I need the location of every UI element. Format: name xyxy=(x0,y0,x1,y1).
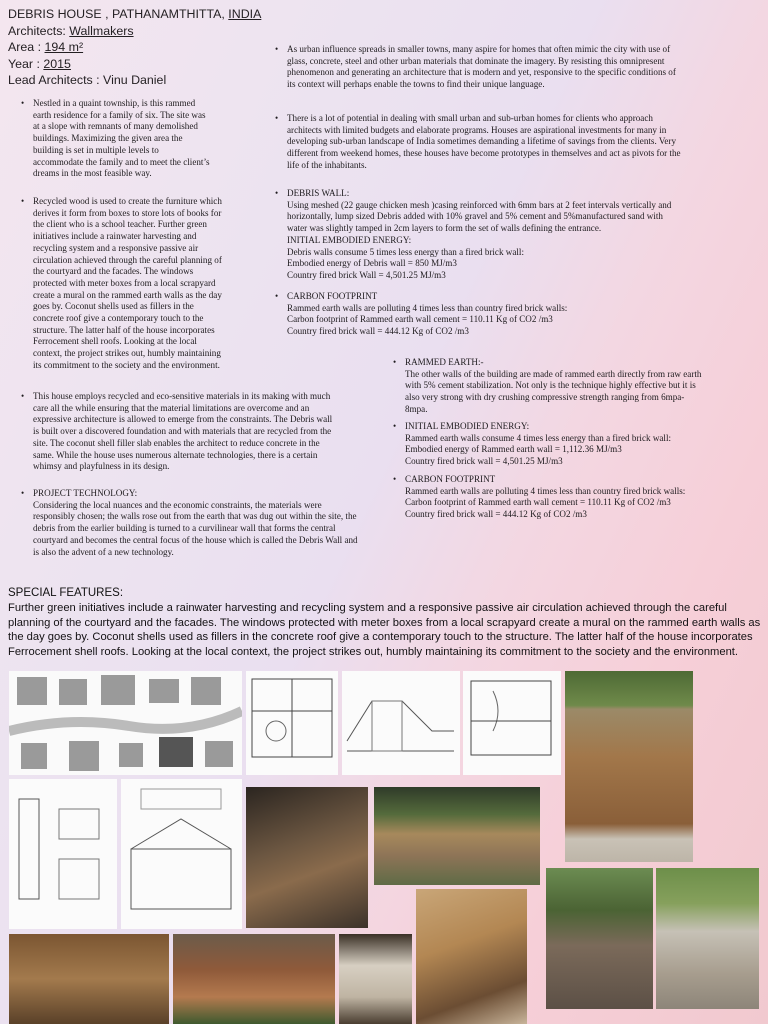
text-line: Country fired brick wall = 4,501.25 MJ/m3 xyxy=(405,456,563,467)
text-line: 8mpa. xyxy=(405,403,428,414)
country-link[interactable]: INDIA xyxy=(228,7,262,21)
text-line: RAMMED EARTH:- xyxy=(405,357,484,367)
text-line: Carbon footprint of Rammed earth wall cement = 110.11 Kg of CO2 /m3 xyxy=(405,497,671,508)
left-paragraph-2 xyxy=(21,196,222,372)
text-line: responsibly chosen; the walls rose out from the earth that was dug out within the site, the xyxy=(33,511,357,522)
rammed-carbon-footprint-section xyxy=(393,474,686,521)
right-paragraph-2 xyxy=(275,113,681,172)
text-line: debris from the earlier building is turned to a curvilinear wall that forms the central xyxy=(33,523,336,534)
project-header xyxy=(8,6,270,89)
curved-roof-photo xyxy=(416,889,527,1024)
text-line: Nestled in a quaint township, is this rammed xyxy=(33,98,196,108)
special-features-title: SPECIAL FEATURES: xyxy=(8,587,124,599)
interior-corridor-photo xyxy=(339,934,412,1024)
elevation-drawing xyxy=(121,779,242,929)
text-line: As urban influence spreads in smaller towns, many aspire for homes that often mimic the city with use of xyxy=(287,44,671,54)
text-line: context, the project strikes out, humbly maintaining xyxy=(33,348,221,359)
site-construction-photo xyxy=(546,868,653,1009)
text-line: its context will perhaps enable the towns to find their unique language. xyxy=(287,79,545,90)
text-line: accommodate the family and to meet the client’s xyxy=(33,156,210,167)
text-line: Rammed earth walls consume 4 times less energy than a fired brick wall: xyxy=(405,432,672,443)
text-line: PROJECT TECHNOLOGY: xyxy=(33,488,138,498)
bullet-icon: • xyxy=(275,44,279,54)
text-line: This house employs recycled and eco-sensitive materials in its making with much xyxy=(33,391,331,401)
text-line: same. While the house uses numerous alternate technologies, there is a certain xyxy=(33,449,318,460)
bullet-icon: • xyxy=(21,98,25,108)
text-line: Country fired brick wall = 444.12 Kg of CO2 /m3 xyxy=(405,509,587,520)
debris-wall-construction-photo xyxy=(565,671,693,862)
text-line: earth residence for a family of six. The site was xyxy=(33,109,206,120)
staircase-photo xyxy=(246,787,368,928)
debris-carbon-footprint-section xyxy=(275,291,568,338)
text-line: water was slightly tamped in 2cm layers to form the set of walls defining the entrance. xyxy=(287,223,602,234)
text-line: CARBON FOOTPRINT xyxy=(405,474,496,484)
bullet-icon: • xyxy=(21,196,25,206)
bullet-icon: • xyxy=(275,113,279,123)
year-link[interactable]: 2015 xyxy=(43,56,71,71)
text-line: Carbon footprint of Rammed earth wall cement = 110.11 Kg of CO2 /m3 xyxy=(287,314,553,325)
text-line: INITIAL EMBODIED ENERGY: xyxy=(405,421,530,431)
text-line: Rammed earth walls are polluting 4 times less than country fired brick walls: xyxy=(405,485,686,496)
text-line: life of the inhabitants. xyxy=(287,159,367,170)
special-features-text xyxy=(8,601,761,659)
area-link[interactable]: 194 m² xyxy=(44,40,84,54)
bullet-icon: • xyxy=(21,488,25,498)
bullet-icon: • xyxy=(275,291,279,301)
text-line: concrete roof give a contemporary touch to the xyxy=(33,313,204,324)
text-line: DEBRIS WALL: xyxy=(287,188,350,198)
section-drawing xyxy=(342,671,460,775)
debris-brick-photo xyxy=(173,934,335,1024)
text-line: Rammed earth walls are polluting 4 times less than country fired brick walls: xyxy=(287,302,568,313)
text-line: CARBON FOOTPRINT xyxy=(287,291,378,301)
text-line: structure. The latter half of the house incorporates xyxy=(33,324,215,335)
text-line: circulation achieved through the careful planning of xyxy=(33,254,222,265)
text-line: the client who is a school teacher. Further green xyxy=(33,219,207,230)
text-line: care all the while ensuring that the material limitations are overcome and an xyxy=(33,402,310,413)
text-line: The other walls of the building are made of rammed earth directly from raw earth xyxy=(405,368,702,379)
text-line: its commitment to the society and the environment. xyxy=(33,359,220,370)
text-line: There is a lot of potential in dealing with small urban and sub-urban homes for clients who approach xyxy=(287,113,653,123)
text-line: buildings. Maximizing the given area the xyxy=(33,133,183,144)
bullet-icon: • xyxy=(393,474,397,484)
text-line: developing sub-urban landscape of India sometimes demanding a lifetime of savings from the clients. Very xyxy=(287,136,676,147)
text-line: create a mural on the rammed earth walls as the day xyxy=(33,289,222,300)
text-line: Ferrocement shell roofs. Looking at the local xyxy=(33,336,197,347)
site-plan-drawing xyxy=(9,671,242,775)
bullet-icon: • xyxy=(21,391,25,401)
text-line: INITIAL EMBODIED ENERGY: xyxy=(287,234,412,245)
text-line: goes by. Coconut shells used as fillers in the xyxy=(33,301,194,312)
project-title: DEBRIS HOUSE , PATHANAMTHITTA, INDIA xyxy=(8,7,262,21)
architects-link[interactable]: Wallmakers xyxy=(69,23,134,38)
interior-wall-photo xyxy=(9,934,169,1024)
text-line: Further green initiatives include a rainwater harvesting and recycling system and a responsive passive air circulation achieved through the careful xyxy=(8,602,727,614)
text-line: protected with meter boxes from a local scrapyard xyxy=(33,277,216,288)
text-line: glass, concrete, steel and other urban materials that dominate the imagery. By resisting this omnipresent xyxy=(287,55,665,66)
bullet-icon: • xyxy=(393,357,397,367)
text-line: whimsy and playfulness in its design. xyxy=(33,461,170,472)
first-floor-plan xyxy=(463,671,561,775)
text-line: dreams in the most feasible way. xyxy=(33,168,152,179)
text-line: different from weekend homes, these houses have become prototypes in themselves and act as pivots for the xyxy=(287,148,681,159)
text-line: the day goes by. Coconut shells used as fillers in the concrete roof give a contemporary touch to the structure. The latter half of the house incorporates xyxy=(8,631,753,644)
text-line: Using meshed (22 gauge chicken mesh )casing reinforced with 6mm bars at 2 feet intervals vertically and xyxy=(287,199,672,210)
text-line: Debris walls consume 5 times less energy than a fired brick wall: xyxy=(287,246,524,257)
area-line: Area : 194 m² xyxy=(8,40,84,54)
text-line: Country fired brick wall = 444.12 Kg of CO2 /m3 xyxy=(287,326,469,337)
left-paragraph-1 xyxy=(21,98,210,180)
text-line: Country fired brick Wall = 4,501.25 MJ/m3 xyxy=(287,269,446,280)
text-line: horizontally, lump sized Debris added with 10% gravel and 5% cement and 5%manufactured sand with xyxy=(287,211,663,222)
text-line: is also the advent of a new technology. xyxy=(33,546,174,557)
text-line: building is set in multiple levels to xyxy=(33,144,159,155)
ground-floor-plan xyxy=(246,671,338,775)
project-technology-section xyxy=(21,488,358,558)
architects-line: Architects: Wallmakers xyxy=(8,23,134,38)
text-line: courtyard and becomes the central focus of the house which is called the Debris Wall and xyxy=(33,534,358,545)
text-line: derives it form from boxes to store lots of books for xyxy=(33,207,222,218)
rammed-earth-section xyxy=(393,357,702,416)
right-paragraph-1 xyxy=(275,44,676,91)
text-line: the courtyard and the facades. The windows xyxy=(33,266,194,277)
rammed-energy-section xyxy=(393,421,672,468)
wall-detail-drawing xyxy=(9,779,117,929)
text-line: Embodied energy of Rammed earth wall = 1,112.36 MJ/m3 xyxy=(405,444,622,455)
text-line: Recycled wood is used to create the furniture which xyxy=(33,196,222,206)
bullet-icon: • xyxy=(275,188,279,198)
text-line: architects with limited budgets and elaborate programs. Houses are aspirational investments for many in xyxy=(287,124,667,135)
text-line: Ferrocement shell roofs. Looking at the local context, the project strikes out, humbly maintaining its commitment to the society and the environment. xyxy=(8,645,739,658)
lead-architects-line: Lead Architects : Vinu Daniel xyxy=(8,73,167,87)
shell-roof-photo xyxy=(656,868,759,1009)
text-line: Considering the local nuances and the economic constraints, the materials were xyxy=(33,499,322,510)
text-line: expressive architecture is allowed to emerge from the constraints. The Debris wall xyxy=(33,414,333,425)
year-line: Year : 2015 xyxy=(8,56,71,71)
text-line: phenomenon and generating an architecture that is modern and yet, responsive to the specific conditions of xyxy=(287,67,676,78)
text-line: also very strong with dry crushing compressive strength ranging from 6mpa- xyxy=(405,392,685,403)
bullet-icon: • xyxy=(393,421,397,431)
text-line: site. The coconut shell filler slab enables the architect to reduce concrete in the xyxy=(33,437,320,448)
debris-wall-section xyxy=(275,188,672,282)
text-line: is built over a discovered foundation and with materials that are recycled from the xyxy=(33,426,332,437)
left-paragraph-3 xyxy=(21,391,333,473)
text-line: initiatives include a rainwater harvesting and xyxy=(33,231,197,242)
text-line: recycling system and a responsive passive air xyxy=(33,242,199,253)
text-line: with 5% cement stabilization. Not only is the technique highly effective but it is xyxy=(405,380,696,391)
text-line: planning of the courtyard and the facades. The windows protected with meter boxes from a local scrapyard create a mural on the rammed earth walls as xyxy=(8,616,761,629)
house-exterior-photo xyxy=(374,787,540,885)
text-line: at a slope with remnants of many demolished xyxy=(33,121,198,132)
text-line: Embodied energy of Debris wall = 850 MJ/m3 xyxy=(287,258,457,269)
